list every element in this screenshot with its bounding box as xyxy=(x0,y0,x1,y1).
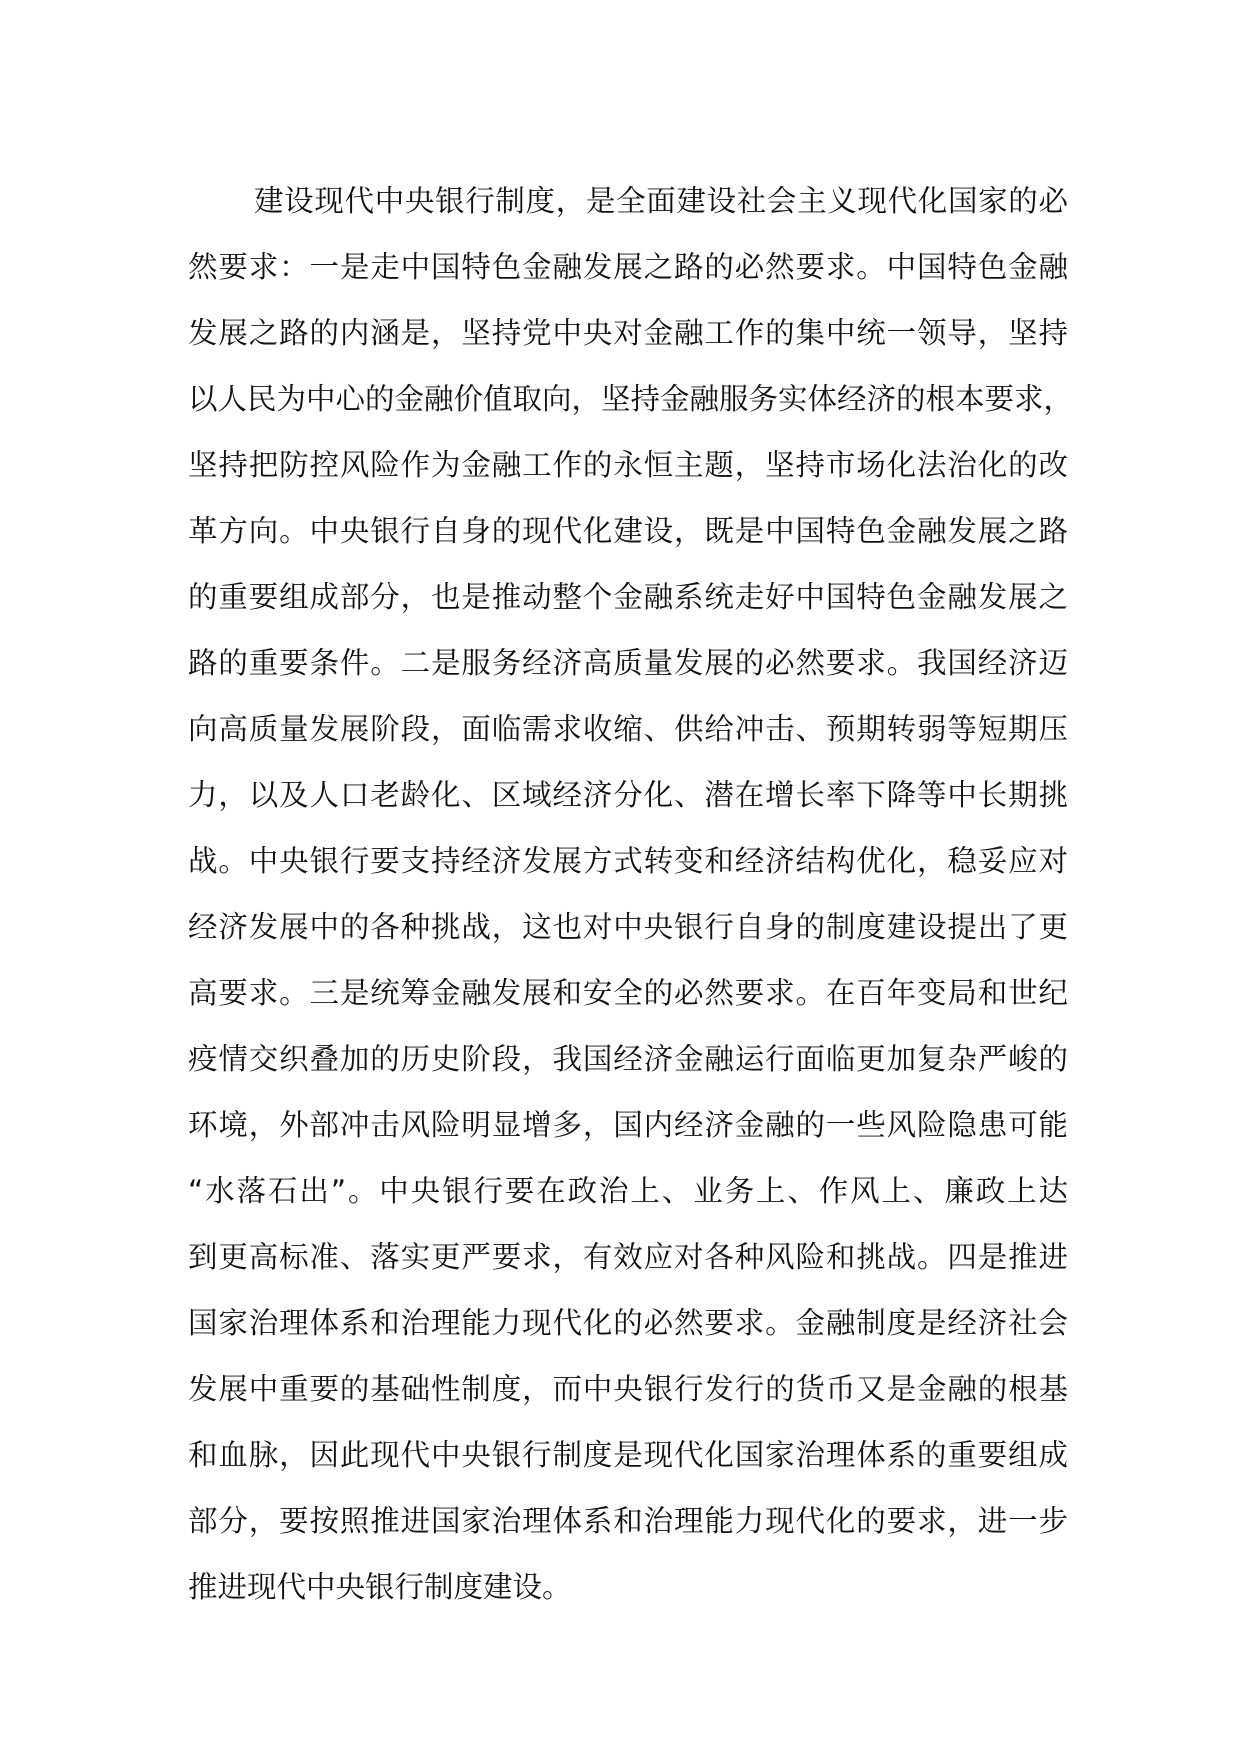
paragraph-line: 发展之路的内涵是，坚持党中央对金融工作的集中统一领导，坚持 xyxy=(188,316,1068,350)
paragraph-line: 高要求。三是统筹金融发展和安全的必然要求。在百年变局和世纪 xyxy=(188,976,1068,1010)
paragraph-line: 路的重要条件。二是服务经济高质量发展的必然要求。我国经济迈 xyxy=(188,646,1068,680)
paragraph-line: 疫情交织叠加的历史阶段，我国经济金融运行面临更加复杂严峻的 xyxy=(188,1042,1068,1076)
paragraph-line: 推进现代中央银行制度建设。 xyxy=(188,1570,572,1604)
paragraph-line: “水落石出”。中央银行要在政治上、业务上、作风上、廉政上达 xyxy=(188,1174,1068,1208)
paragraph-line: 战。中央银行要支持经济发展方式转变和经济结构优化，稳妥应对 xyxy=(188,844,1068,878)
paragraph-line: 建设现代中央银行制度，是全面建设社会主义现代化国家的必 xyxy=(254,184,1068,218)
paragraph-line: 向高质量发展阶段，面临需求收缩、供给冲击、预期转弱等短期压 xyxy=(188,712,1068,746)
paragraph-line: 和血脉，因此现代中央银行制度是现代化国家治理体系的重要组成 xyxy=(188,1438,1068,1472)
paragraph-line: 的重要组成部分，也是推动整个金融系统走好中国特色金融发展之 xyxy=(188,580,1068,614)
paragraph-line: 坚持把防控风险作为金融工作的永恒主题，坚持市场化法治化的改 xyxy=(188,448,1068,482)
paragraph-line: 到更高标准、落实更严要求，有效应对各种风险和挑战。四是推进 xyxy=(188,1240,1068,1274)
paragraph-line: 国家治理体系和治理能力现代化的必然要求。金融制度是经济社会 xyxy=(188,1306,1068,1340)
paragraph-line: 以人民为中心的金融价值取向，坚持金融服务实体经济的根本要求， xyxy=(188,382,1074,416)
paragraph-line: 然要求：一是走中国特色金融发展之路的必然要求。中国特色金融 xyxy=(188,250,1068,284)
paragraph-line: 力，以及人口老龄化、区域经济分化、潜在增长率下降等中长期挑 xyxy=(188,778,1068,812)
paragraph-line: 革方向。中央银行自身的现代化建设，既是中国特色金融发展之路 xyxy=(188,514,1068,548)
paragraph-line: 部分，要按照推进国家治理体系和治理能力现代化的要求，进一步 xyxy=(188,1504,1068,1538)
paragraph-line: 经济发展中的各种挑战，这也对中央银行自身的制度建设提出了更 xyxy=(188,910,1068,944)
paragraph-line: 环境，外部冲击风险明显增多，国内经济金融的一些风险隐患可能 xyxy=(188,1108,1068,1142)
body-paragraph xyxy=(188,168,1074,1620)
paragraph-line: 发展中重要的基础性制度，而中央银行发行的货币又是金融的根基 xyxy=(188,1372,1068,1406)
